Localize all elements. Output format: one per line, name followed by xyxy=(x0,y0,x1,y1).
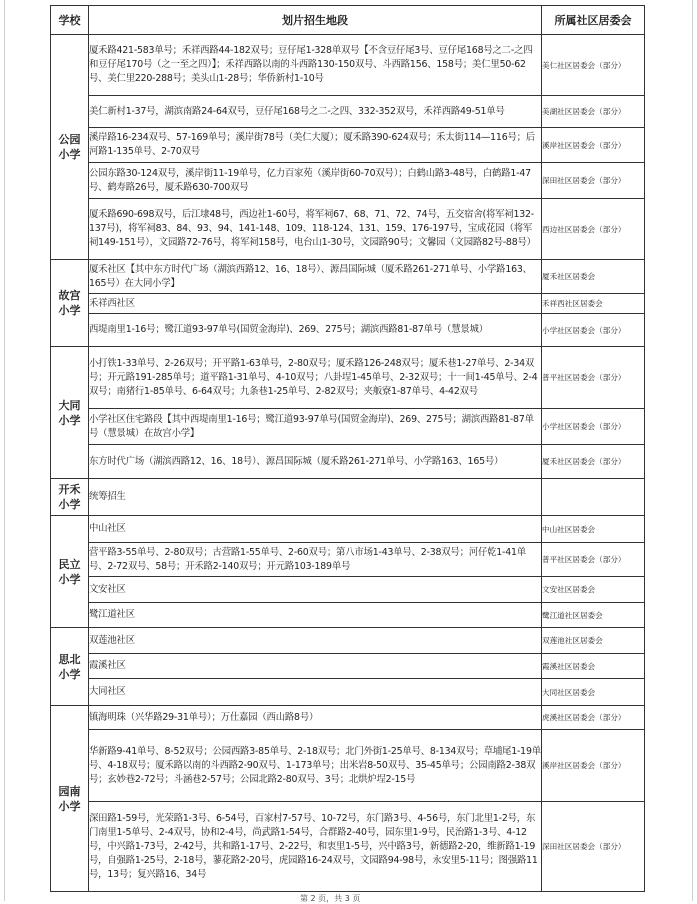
area-cell: 镇海明珠（兴华路29-31单号）；万仕嘉园（西山路8号） xyxy=(89,706,542,730)
header-school: 学校 xyxy=(51,6,89,35)
table-row xyxy=(51,314,645,347)
school-name-datong: 大同小学 xyxy=(51,347,89,479)
table-row xyxy=(51,802,645,892)
school-name-sibei: 思北小学 xyxy=(51,628,89,706)
table-row xyxy=(51,347,645,409)
committee-cell: 禾祥西社区居委会 xyxy=(542,294,645,314)
header-area: 划片招生地段 xyxy=(89,6,542,35)
page-right-edge xyxy=(692,0,693,901)
table-header-row xyxy=(51,6,645,35)
area-cell: 小学社区住宅路段【其中西堤南里1-16号；鹭江道93-97单号(国贸金海岸)、269、275号；湖滨西路81-87单号（慧景城）在故宫小学】 xyxy=(89,409,542,445)
area-cell: 大同社区 xyxy=(89,679,542,706)
table-row xyxy=(51,35,645,96)
area-cell: 小打铁1-33单号、2-26双号；开平路1-63单号，2-80双号；厦禾路126-248双号；厦禾巷1-27单号、2-34双号；开元路191-285单号；道平路1-31单号、4-10双号；八卦埕1-45单号、2-32双号；十一间1-45单号、2-4双号；南猪行1-85单号、6-64双号；九条巷1-25单号、2-82双号；夹舨寮1-87单号、4-42双号 xyxy=(89,347,542,409)
committee-cell: 厦禾社区居委会（部分） xyxy=(542,445,645,479)
committee-cell: 小学社区居委会（部分） xyxy=(542,314,645,347)
school-name-kaihe: 开禾小学 xyxy=(51,479,89,516)
committee-cell: 溪岸社区居委会（部分） xyxy=(542,730,645,802)
committee-cell: 深田社区居委会（部分） xyxy=(542,802,645,892)
committee-cell: 中山社区居委会 xyxy=(542,516,645,543)
school-name-gugong: 故宫小学 xyxy=(51,260,89,347)
area-cell: 禾祥西社区 xyxy=(89,294,542,314)
table-row xyxy=(51,199,645,260)
committee-cell: 大同社区居委会 xyxy=(542,679,645,706)
area-cell: 文安社区 xyxy=(89,577,542,603)
committee-cell: 深田社区居委会（部分） xyxy=(542,163,645,199)
area-cell: 厦禾路421-583单号；禾祥西路44-182双号；豆仔尾1-328单双号【不含豆仔尾3号、豆仔尾168号之二-之四和豆仔尾170号（之一至之四）】；禾祥西路以南的斗西路130-150双号、斗西路156、158号；美仁里50-62号、美仁里220-288号；美头山1-28号；华侨新村1-10号 xyxy=(89,35,542,96)
school-name-minli: 民立小学 xyxy=(51,516,89,628)
table-row xyxy=(51,516,645,543)
committee-cell xyxy=(542,479,645,516)
committee-cell: 文安社区居委会 xyxy=(542,577,645,603)
committee-cell: 普平社区居委会（部分） xyxy=(542,543,645,577)
area-cell: 东方时代广场（湖滨西路12、16、18号）、源昌国际城（厦禾路261-271单号、小学路163、165号） xyxy=(89,445,542,479)
table-row xyxy=(51,730,645,802)
table-row xyxy=(51,445,645,479)
area-cell: 深田路1-59号，光荣路1-3号、6-54号，百家村7-57号、10-72号，东门路3号、4-56号，东门北里1-2号，东门南里1-5单号、2-4双号，协和2-4号，尚武路1-54号，合群路2-40号，园东里1-9号，民治路1-3号、4-12号，中兴路1-73号，2-42号，共和路1-17号、2-22号，和衷里1-5号，兴中路3号，新德路2-20，维新路1-19号，自强路1-25号，2-18号，蓼花路2-20号，虎园路16-24双号，文园路94-98号，永安里5-11号；图强路11号，13号；复兴路16、34号 xyxy=(89,802,542,892)
table-row xyxy=(51,409,645,445)
area-cell: 厦禾社区【其中东方时代广场（湖滨西路12、16、18号）、源昌国际城（厦禾路261-271单号、小学路163、165号）在大同小学】 xyxy=(89,260,542,294)
table-row xyxy=(51,163,645,199)
committee-cell: 霞溪社区居委会 xyxy=(542,654,645,679)
area-cell: 霞溪社区 xyxy=(89,654,542,679)
committee-cell: 溪岸社区居委会（部分） xyxy=(542,128,645,163)
committee-cell: 小学社区居委会（部分） xyxy=(542,409,645,445)
table-row xyxy=(51,679,645,706)
committee-cell: 西边社区居委会（部分） xyxy=(542,199,645,260)
area-cell: 西堤南里1-16号；鹭江道93-97单号(国贸金海岸)、269、275号；湖滨西路81-87单号（慧景城） xyxy=(89,314,542,347)
area-cell: 华新路9-41单号、8-52双号；公园西路3-85单号、2-18双号；北门外街1-25单号、8-134双号；草埔尾1-19单号、4-18双号；厦禾路以南的斗西路2-90双号、1-173单号；出米岩8-50双号、35-45单号；公园南路2-38双号；玄妙巷2-72号；斗涵巷2-57号；公园北路2-80双号、3号；北烘炉埕2-15号 xyxy=(89,730,542,802)
committee-cell: 普平社区居委会（部分） xyxy=(542,347,645,409)
school-name-yuannan: 园南小学 xyxy=(51,706,89,892)
area-cell: 溪岸路16-234双号、57-169单号；溪岸街78号（美仁大厦）；厦禾路390-624双号；禾太街114—116号；后河路1-135单号、2-70双号 xyxy=(89,128,542,163)
area-cell: 鹭江道社区 xyxy=(89,603,542,628)
area-cell: 中山社区 xyxy=(89,516,542,543)
table-row xyxy=(51,128,645,163)
table-row xyxy=(51,654,645,679)
committee-cell: 虎溪社区居委会（部分） xyxy=(542,706,645,730)
table-row xyxy=(51,706,645,730)
area-cell: 营平路3-55单号、2-80双号；古营路1-55单号、2-60双号；第八市场1-43单号、2-38双号；河仔乾1-41单号、2-72双号、58号；开禾路2-140双号；开元路103-189单号 xyxy=(89,543,542,577)
table-row xyxy=(51,543,645,577)
table-row xyxy=(51,628,645,654)
committee-cell: 双莲池社区居委会 xyxy=(542,628,645,654)
table-row xyxy=(51,479,645,516)
committee-cell: 鹭江道社区居委会 xyxy=(542,603,645,628)
area-cell: 美仁新村1-37号，湖滨南路24-64双号，豆仔尾168号之二-之四、332-352双号，禾祥西路49-51单号 xyxy=(89,96,542,128)
enrollment-district-table xyxy=(50,5,645,892)
table-row xyxy=(51,577,645,603)
header-committee: 所属社区居委会 xyxy=(542,6,645,35)
committee-cell: 美仁社区居委会（部分） xyxy=(542,35,645,96)
table-row xyxy=(51,96,645,128)
area-cell: 公园东路30-124双号，溪岸街11-19单号，亿力百家苑（溪岸街60-70双号）；白鹤山路3-48号，白鹤路1-47号、鹤寿路26号，厦禾路630-700双号 xyxy=(89,163,542,199)
table-row xyxy=(51,603,645,628)
page-left-edge xyxy=(4,0,5,901)
table-row xyxy=(51,260,645,294)
committee-cell: 美湖社区居委会（部分） xyxy=(542,96,645,128)
table-row xyxy=(51,294,645,314)
area-cell: 双莲池社区 xyxy=(89,628,542,654)
area-cell: 统筹招生 xyxy=(89,479,542,516)
school-name-gongyuan: 公园小学 xyxy=(51,35,89,260)
page-footer: 第 2 页，共 3 页 xyxy=(300,894,361,903)
area-cell: 厦禾路690-698双号，后江埭48号，西边社1-60号，将军祠67、68、71、72、74号，五交宿舍(将军祠132-137号)，将军祠83、84、93、94、141-148、109、118-124、131、159、176-197号，宝成花园（将军祠149-151号），文园路72-76号，将军祠158号，电台山1-30号，文园路90号；文馨园（文园路82号-88号） xyxy=(89,199,542,260)
committee-cell: 厦禾社区居委会 xyxy=(542,260,645,294)
